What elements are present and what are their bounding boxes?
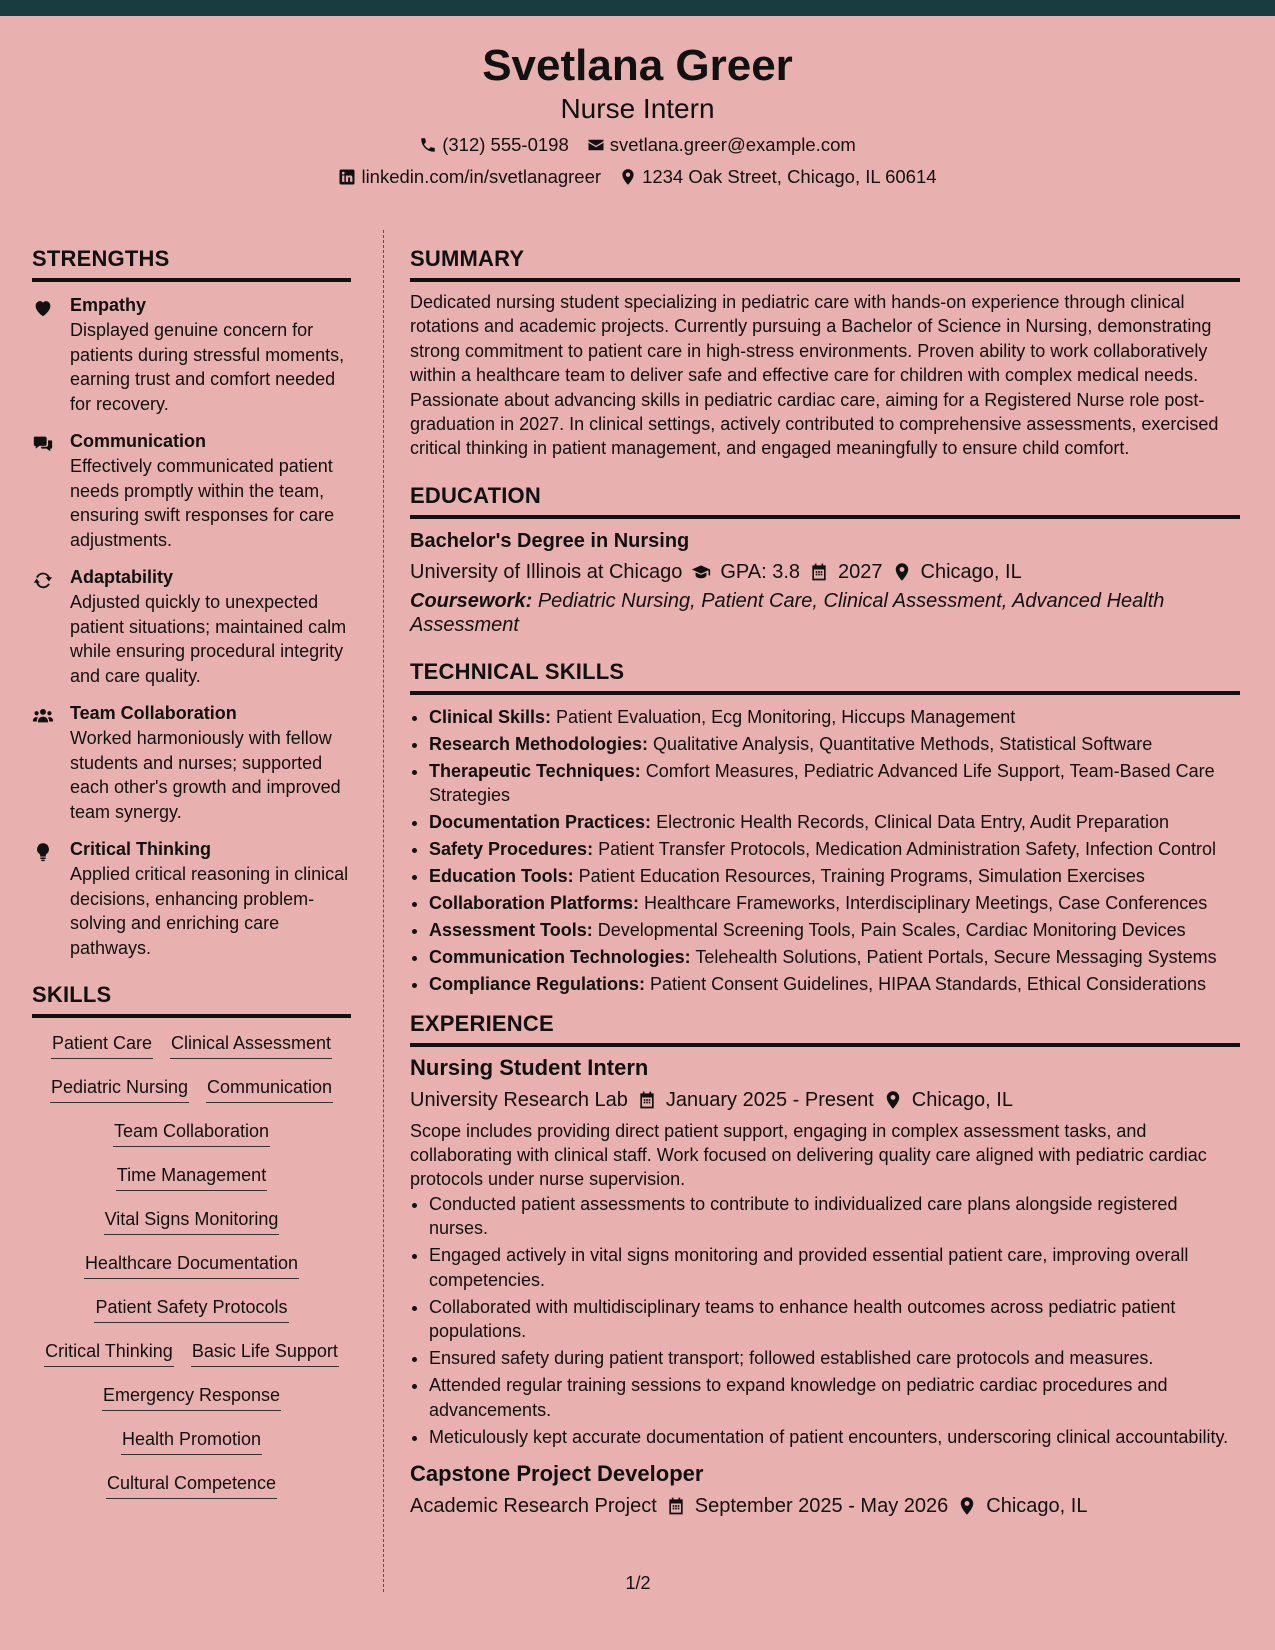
skills-row xyxy=(113,1120,270,1147)
address-text: 1234 Oak Street, Chicago, IL 60614 xyxy=(642,166,937,187)
map-marker-icon xyxy=(883,1090,903,1110)
skills-row xyxy=(104,1208,280,1235)
job-location: Chicago, IL xyxy=(986,1494,1088,1517)
top-accent-bar xyxy=(0,0,1275,16)
education-location: Chicago, IL xyxy=(920,560,1022,583)
job-bullets xyxy=(410,1192,1240,1449)
technical-skill-value: Qualitative Analysis, Quantitative Methods, Statistical Software xyxy=(648,733,1153,754)
candidate-title: Nurse Intern xyxy=(560,93,715,124)
graduation-cap-icon xyxy=(691,562,711,582)
left-column xyxy=(32,246,351,1499)
strength-title: Team Collaboration xyxy=(70,703,237,723)
strength-body xyxy=(70,566,351,688)
strength-title: Empathy xyxy=(70,295,147,315)
technical-skills-heading: TECHNICAL SKILLS xyxy=(410,659,1240,695)
technical-skill-item xyxy=(429,891,1240,915)
skills-row xyxy=(50,1076,333,1103)
skill-chip: Health Promotion xyxy=(121,1428,262,1455)
strengths-list xyxy=(32,294,351,960)
technical-skill-value: Electronic Health Records, Clinical Data Entry, Audit Preparation xyxy=(651,812,1169,833)
job-org: University Research Lab xyxy=(410,1088,628,1111)
experience-heading: EXPERIENCE xyxy=(410,1011,1240,1047)
technical-skill-item xyxy=(429,810,1240,834)
strength-title: Communication xyxy=(70,431,207,451)
coursework-text: Pediatric Nursing, Patient Care, Clinical Assessment, Advanced Health Assessment xyxy=(410,589,1165,636)
linkedin-icon xyxy=(338,168,356,186)
strength-description: Displayed genuine concern for patients during stressful moments, earning trust and comfort needed for recovery. xyxy=(70,320,345,414)
technical-skill-item xyxy=(429,972,1240,996)
job-bullet: • Conducted patient assessments to contribute to individualized care plans alongside registered nurses. xyxy=(429,1192,1240,1241)
strength-description: Worked harmoniously with fellow students and nurses; supported each other's growth and improved team synergy. xyxy=(70,728,341,822)
map-marker-icon xyxy=(957,1496,977,1516)
calendar-icon xyxy=(809,562,829,582)
skills-heading: SKILLS xyxy=(32,982,351,1018)
job-entry xyxy=(410,1461,1240,1519)
map-marker-icon xyxy=(892,562,912,582)
skill-chip: Patient Safety Protocols xyxy=(94,1296,288,1323)
technical-skill-item xyxy=(429,918,1240,942)
job-bullet: • Engaged actively in vital signs monitoring and provided essential patient care, improving overall competencies. xyxy=(429,1243,1240,1292)
skills-list xyxy=(32,1018,351,1499)
skill-chip: Critical Thinking xyxy=(44,1340,174,1367)
technical-skill-item xyxy=(429,864,1240,888)
skills-row xyxy=(116,1164,267,1191)
calendar-icon xyxy=(666,1496,686,1516)
technical-skill-label: Clinical Skills: xyxy=(429,706,552,727)
education-heading: EDUCATION xyxy=(410,483,1240,519)
contact-row-2 xyxy=(0,166,1275,188)
skills-row xyxy=(106,1472,277,1499)
skill-chip: Clinical Assessment xyxy=(170,1032,332,1059)
technical-skill-item xyxy=(429,759,1240,808)
technical-skill-label: Education Tools: xyxy=(429,866,574,887)
strength-item xyxy=(32,294,351,416)
contact-row-1 xyxy=(0,134,1275,156)
job-title: Capstone Project Developer xyxy=(410,1460,704,1486)
technical-skill-label: Assessment Tools: xyxy=(429,920,593,941)
job-bullet: • Collaborated with multidisciplinary teams to enhance health outcomes across pediatric patient populations. xyxy=(429,1295,1240,1344)
envelope-icon xyxy=(587,136,605,154)
technical-skill-value: Patient Evaluation, Ecg Monitoring, Hiccups Management xyxy=(551,706,1016,727)
technical-skill-item xyxy=(429,732,1240,756)
strength-description: Applied critical reasoning in clinical decisions, enhancing problem-solving and enriching care pathways. xyxy=(70,864,349,958)
technical-skill-item xyxy=(429,945,1240,969)
coursework-label: Coursework: xyxy=(410,589,533,612)
skill-chip: Communication xyxy=(206,1076,333,1103)
phone-text: (312) 555-0198 xyxy=(442,134,569,155)
email-text: svetlana.greer@example.com xyxy=(609,134,856,155)
strength-item xyxy=(32,838,351,960)
skill-chip: Team Collaboration xyxy=(113,1120,270,1147)
strength-body xyxy=(70,294,351,416)
technical-skill-value: Patient Transfer Protocols, Medication Administration Safety, Infection Control xyxy=(593,839,1217,860)
technical-skill-label: Documentation Practices: xyxy=(429,812,652,833)
address-contact xyxy=(619,166,936,188)
strength-title: Critical Thinking xyxy=(70,839,212,859)
skill-chip: Emergency Response xyxy=(102,1384,281,1411)
refresh-icon xyxy=(32,566,70,688)
strength-title: Adaptability xyxy=(70,567,174,587)
technical-skill-label: Research Methodologies: xyxy=(429,733,649,754)
job-meta xyxy=(410,1493,1240,1519)
strength-item xyxy=(32,702,351,824)
strength-item xyxy=(32,430,351,552)
technical-skill-label: Safety Procedures: xyxy=(429,839,594,860)
technical-skill-label: Collaboration Platforms: xyxy=(429,893,640,914)
technical-skill-value: Telehealth Solutions, Patient Portals, Secure Messaging Systems xyxy=(690,947,1217,968)
job-bullet: • Attended regular training sessions to expand knowledge on pediatric cardiac procedures and advancements. xyxy=(429,1373,1240,1422)
skill-chip: Cultural Competence xyxy=(106,1472,277,1499)
skills-row xyxy=(94,1296,288,1323)
skills-row xyxy=(84,1252,299,1279)
technical-skill-item xyxy=(429,837,1240,861)
technical-skill-value: Healthcare Frameworks, Interdisciplinary Meetings, Case Conferences xyxy=(639,893,1208,914)
technical-skill-label: Therapeutic Techniques: xyxy=(429,760,641,781)
skills-row xyxy=(102,1384,281,1411)
job-entry xyxy=(410,1055,1240,1449)
linkedin-text: linkedin.com/in/svetlanagreer xyxy=(361,166,602,187)
heart-icon xyxy=(32,294,70,416)
technical-skill-value: Developmental Screening Tools, Pain Scales, Cardiac Monitoring Devices xyxy=(592,920,1186,941)
strength-item xyxy=(32,566,351,688)
education-coursework xyxy=(410,589,1240,637)
phone-icon xyxy=(419,136,437,154)
right-column xyxy=(410,246,1240,1519)
users-icon xyxy=(32,702,70,824)
email-contact[interactable] xyxy=(587,134,856,156)
education-degree: Bachelor's Degree in Nursing xyxy=(410,529,690,552)
technical-skill-item xyxy=(429,705,1240,729)
technical-skills-list xyxy=(410,705,1240,997)
candidate-name: Svetlana Greer xyxy=(482,41,793,90)
linkedin-contact[interactable] xyxy=(338,166,601,188)
summary-heading: SUMMARY xyxy=(410,246,1240,282)
skill-chip: Vital Signs Monitoring xyxy=(104,1208,280,1235)
technical-skill-value: Patient Consent Guidelines, HIPAA Standards, Ethical Considerations xyxy=(645,974,1207,995)
column-divider xyxy=(383,230,384,1592)
job-bullet: • Ensured safety during patient transport; followed established care protocols and measures. xyxy=(429,1346,1240,1370)
strength-body xyxy=(70,430,351,552)
phone-contact xyxy=(419,134,569,156)
resume-header xyxy=(0,16,1275,204)
technical-skill-label: Communication Technologies: xyxy=(429,947,691,968)
education-year: 2027 xyxy=(838,560,883,583)
technical-skill-label: Compliance Regulations: xyxy=(429,974,646,995)
strength-description: Adjusted quickly to unexpected patient situations; maintained calm while ensuring procedural integrity and care quality. xyxy=(70,592,347,686)
skill-chip: Pediatric Nursing xyxy=(50,1076,189,1103)
job-bullet: • Meticulously kept accurate documentation of patient encounters, underscoring clinical accountability. xyxy=(429,1425,1240,1449)
skills-row xyxy=(51,1032,332,1059)
job-location: Chicago, IL xyxy=(911,1088,1013,1111)
job-dates: September 2025 - May 2026 xyxy=(694,1494,949,1517)
job-title: Nursing Student Intern xyxy=(410,1054,649,1080)
summary-text: Dedicated nursing student specializing in pediatric care with hands-on experience through clinical rotations and academic projects. Currently pursuing a Bachelor of Science in Nursing, demonstrating strong commitment to patient care in high-stress environments. Proven ability to work collaboratively within a healthcare team to deliver safe and effective care for children with complex medical needs. Passionate about advancing skills in pediatric cardiac care, aiming for a Registered Nurse role post-graduation in 2027. In clinical settings, actively contributed to comprehensive assessments, exercised critical thinking in patient management, and engaged meaningfully to ensure child comfort. xyxy=(410,292,1219,459)
skill-chip: Patient Care xyxy=(51,1032,153,1059)
skills-row xyxy=(44,1340,339,1367)
skill-chip: Healthcare Documentation xyxy=(84,1252,299,1279)
job-org: Academic Research Project xyxy=(410,1494,657,1517)
technical-skill-value: Comfort Measures, Pediatric Advanced Life Support, Team-Based Care Strategies xyxy=(429,760,1215,806)
lightbulb-icon xyxy=(32,838,70,960)
comments-icon xyxy=(32,430,70,552)
strengths-heading: STRENGTHS xyxy=(32,246,351,282)
strength-body xyxy=(70,702,351,824)
skill-chip: Basic Life Support xyxy=(191,1340,339,1367)
education-gpa: GPA: 3.8 xyxy=(720,560,801,583)
skill-chip: Time Management xyxy=(116,1164,267,1191)
skills-row xyxy=(121,1428,262,1455)
strength-body xyxy=(70,838,351,960)
education-meta xyxy=(410,559,1240,585)
job-dates: January 2025 - Present xyxy=(665,1088,874,1111)
page-number: 1/2 xyxy=(625,1573,651,1593)
job-meta xyxy=(410,1087,1240,1113)
education-school: University of Illinois at Chicago xyxy=(410,560,683,583)
job-scope: Scope includes providing direct patient support, engaging in complex assessment tasks, and collaborating with clinical staff. Work focused on delivering quality care aligned with pediatric cardiac protocols under nurse supervision. xyxy=(410,1120,1207,1190)
calendar-icon xyxy=(637,1090,657,1110)
strength-description: Effectively communicated patient needs promptly within the team, ensuring swift responses for care adjustments. xyxy=(70,456,335,550)
map-marker-icon xyxy=(619,168,637,186)
technical-skill-value: Patient Education Resources, Training Programs, Simulation Exercises xyxy=(573,866,1145,887)
